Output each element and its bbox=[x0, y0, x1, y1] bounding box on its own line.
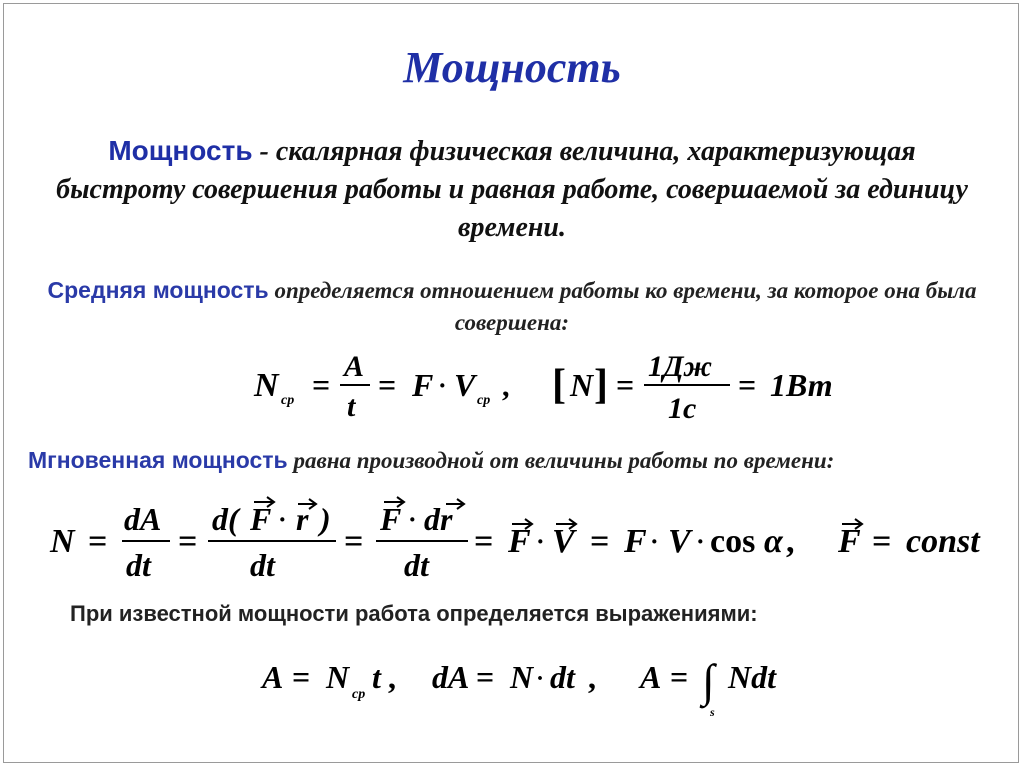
formula-symbol: d( bbox=[212, 501, 239, 537]
formula-symbol: F bbox=[838, 523, 861, 560]
formula-symbol: N bbox=[510, 659, 534, 695]
formula-operator: = bbox=[344, 523, 364, 560]
formula-operator: = bbox=[616, 367, 635, 403]
average-power-paragraph bbox=[44, 274, 980, 339]
formula-symbol: dA bbox=[124, 501, 162, 537]
formula-operator: = bbox=[590, 523, 610, 560]
formula-operator: · bbox=[696, 527, 705, 556]
formula-symbol: N bbox=[50, 523, 75, 560]
instant-power-text: равна производной от величины работы по времени: bbox=[287, 448, 835, 473]
formula-symbol: V bbox=[668, 523, 691, 560]
formula-function: cos bbox=[710, 523, 756, 560]
instant-power-formula bbox=[44, 494, 1004, 590]
formula-symbol: F bbox=[250, 501, 272, 537]
definition-text: - скалярная физическая величина, характеризующая быстроту совершения работы и равная работе, совершаемой за единицу времени. bbox=[56, 136, 968, 243]
formula-subscript: ср bbox=[352, 687, 366, 702]
average-power-term: Средняя мощность bbox=[47, 277, 269, 303]
instant-power-paragraph bbox=[28, 444, 1008, 477]
definition-paragraph bbox=[44, 132, 980, 247]
bracket: ] bbox=[594, 362, 608, 408]
formula-symbol: A bbox=[640, 659, 662, 695]
formula-operator: = bbox=[476, 659, 495, 695]
formula-symbol: F bbox=[624, 523, 647, 560]
formula-symbol: V bbox=[454, 367, 476, 403]
formula-subscript: ср bbox=[477, 393, 491, 408]
bracket: [ bbox=[552, 362, 566, 408]
formula-operator: = bbox=[474, 523, 494, 560]
formula-operator: = bbox=[670, 659, 689, 695]
formula-symbol: F bbox=[508, 523, 531, 560]
formula-symbol: dA bbox=[432, 659, 470, 695]
formula-operator: · bbox=[650, 527, 659, 556]
formula-subscript: s bbox=[710, 705, 715, 719]
formula-subscript: ср bbox=[281, 393, 295, 408]
formula-symbol: F bbox=[380, 501, 402, 537]
formula-operator: = bbox=[738, 367, 757, 403]
formula-symbol: t bbox=[347, 390, 356, 423]
formula-symbol: r bbox=[296, 501, 309, 537]
formula-operator: · bbox=[408, 505, 417, 534]
formula-operator: = bbox=[292, 659, 311, 695]
formula-symbol: N bbox=[326, 659, 350, 695]
formula-symbol: dr bbox=[424, 501, 453, 537]
formula-operator: = bbox=[312, 367, 331, 403]
slide bbox=[3, 3, 1019, 763]
formula-symbol: dt bbox=[126, 547, 151, 583]
work-paragraph: При известной мощности работа определяется выражениями: bbox=[70, 601, 758, 626]
formula-symbol: N bbox=[254, 367, 279, 404]
integral-sign: ∫ bbox=[702, 655, 715, 706]
formula-symbol: t bbox=[372, 659, 381, 695]
formula-operator: · bbox=[536, 527, 545, 556]
instant-power-term: Мгновенная мощность bbox=[28, 447, 288, 473]
average-power-formula bbox=[244, 348, 864, 428]
formula-punctuation: , bbox=[588, 659, 596, 695]
formula-symbol: dt bbox=[550, 659, 575, 695]
formula-symbol: F bbox=[412, 367, 434, 403]
formula-symbol: α bbox=[764, 523, 783, 560]
slide-title: Мощность bbox=[403, 43, 621, 92]
formula-symbol: const bbox=[906, 523, 980, 560]
formula-punctuation: , bbox=[502, 370, 510, 403]
formula-symbol: Ndt bbox=[728, 659, 776, 695]
definition-term: Мощность bbox=[108, 135, 253, 166]
formula-operator: = bbox=[872, 523, 892, 560]
formula-symbol: V bbox=[552, 523, 575, 560]
formula-operator: · bbox=[536, 666, 545, 692]
formula-punctuation: , bbox=[388, 659, 396, 695]
formula-symbol: N bbox=[570, 367, 594, 403]
formula-operator: = bbox=[88, 523, 108, 560]
formula-unit: 1Дж bbox=[648, 350, 713, 383]
formula-unit: 1Вт bbox=[770, 367, 833, 403]
formula-unit: 1с bbox=[668, 392, 697, 425]
work-formula bbox=[254, 644, 814, 724]
formula-symbol: ) bbox=[320, 501, 331, 537]
formula-operator: · bbox=[278, 505, 287, 534]
average-power-text: определяется отношением работы ко времени, за которое она была совершена: bbox=[268, 278, 977, 335]
formula-operator: = bbox=[178, 523, 198, 560]
formula-operator: · bbox=[438, 371, 447, 400]
formula-symbol: A bbox=[344, 350, 365, 383]
formula-symbol: dt bbox=[250, 547, 275, 583]
formula-punctuation: , bbox=[786, 523, 795, 560]
formula-symbol: A bbox=[262, 659, 284, 695]
formula-operator: = bbox=[378, 367, 397, 403]
formula-symbol: dt bbox=[404, 547, 429, 583]
